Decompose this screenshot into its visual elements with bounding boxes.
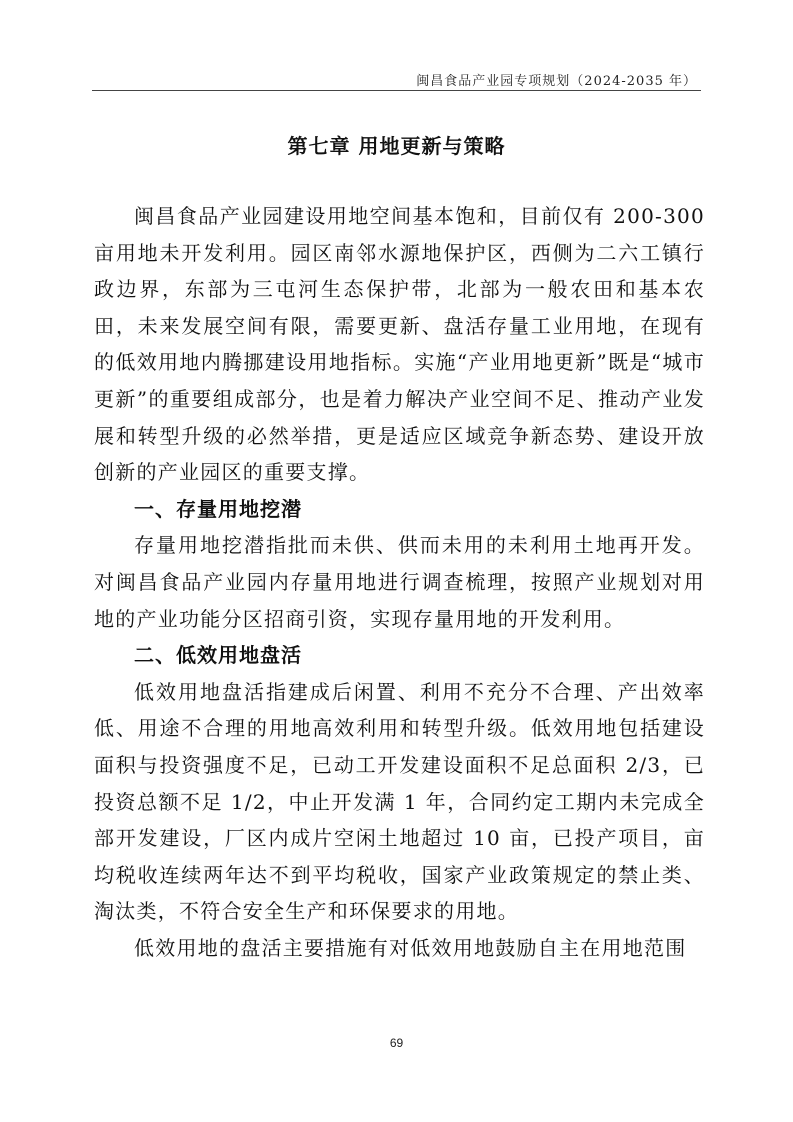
chapter-title: 第七章 用地更新与策略 — [287, 134, 506, 158]
section-heading-stock-land: 一、存量用地挖潜 — [134, 496, 302, 521]
stock-land-paragraph: 存量用地挖潜指批而未供、供而未用的未利用土地再开发。对闽昌食品产业园内存量用地进行调查梳理，按照产业规划对用地的产业功能分区招商引资，实现存量用地的开发利用。 — [94, 533, 705, 631]
inefficient-land-measures-paragraph: 低效用地的盘活主要措施有对低效用地鼓励自主在用地范围 — [134, 935, 687, 960]
intro-paragraph: 闽昌食品产业园建设用地空间基本饱和，目前仅有 200-300 亩用地未开发利用。园区南邻水源地保护区，西侧为二六工镇行政边界，东部为三屯河生态保护带，北部为一般农田和基本农田，未来发展空间有限，需要更新、盘活存量工业用地，在现有的低效用地内腾挪建设用地指标。实施“产业用地更新”既是“城市更新”的重要组成部分，也是着力解决产业空间不足、推动产业发展和转型升级的必然举措，更是适应区域竞争新态势、建设开放创新的产业园区的重要支撑。 — [94, 204, 705, 485]
running-header: 闽昌食品产业园专项规划（2024-2035 年） — [416, 74, 697, 89]
body-text — [94, 198, 705, 966]
section-heading-inefficient-land: 二、低效用地盘活 — [134, 643, 302, 668]
header-rule — [92, 90, 701, 91]
inefficient-land-paragraph: 低效用地盘活指建成后闲置、利用不充分不合理、产出效率低、用途不合理的用地高效利用和转型升级。低效用地包括建设面积与投资强度不足，已动工开发建设面积不足总面积 2/3，已投资总额不足 1/2，中止开发满 1 年，合同约定工期内未完成全部开发建设，厂区内成片空闲土地超过 10 亩，已投产项目，亩均税收连续两年达不到平均税收，国家产业政策规定的禁止类、淘汰类，不符合安全生产和环保要求的用地。 — [94, 679, 705, 924]
page-number: 69 — [389, 1036, 404, 1050]
